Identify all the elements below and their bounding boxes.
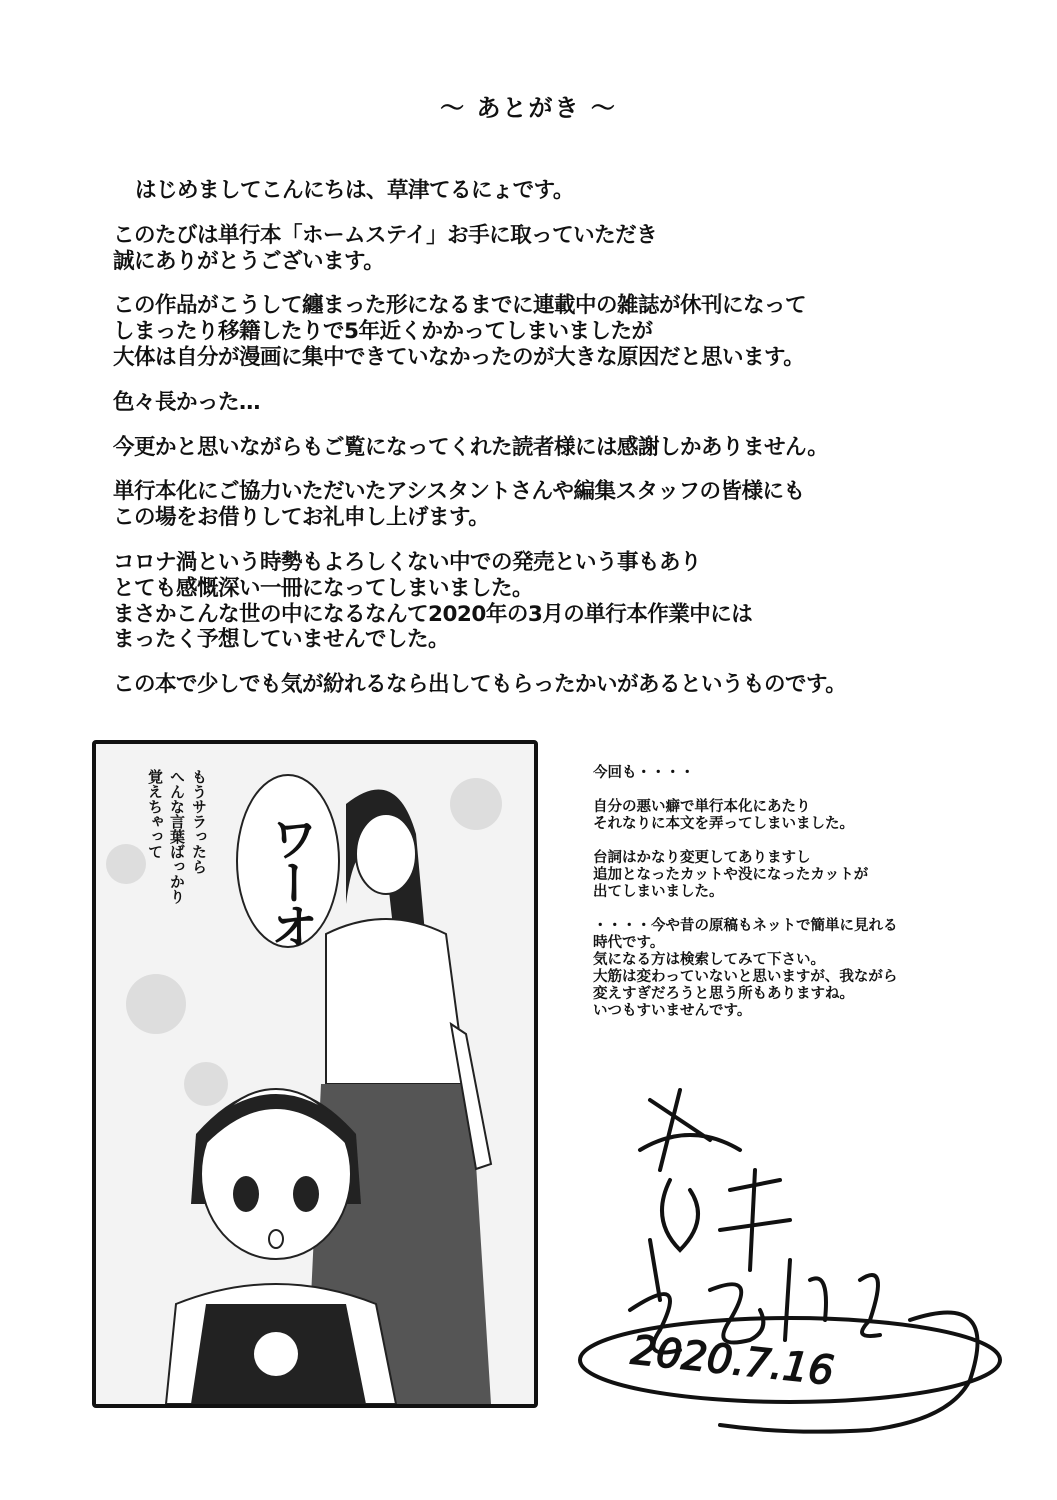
line: 今更かと思いながらもご覧になってくれた読者様には感謝しかありません。 [113, 434, 829, 460]
line: この場をお借りしてお礼申し上げます。 [113, 505, 490, 531]
handwritten-signature [570, 1080, 1010, 1440]
line: コロナ渦という時勢もよろしくない中での発売という事もあり [113, 549, 702, 575]
line: まったく予想していませんでした。 [113, 627, 450, 653]
line: 覚えちゃって [146, 769, 164, 859]
line: それなりに本文を弄ってしまいました。 [593, 816, 854, 832]
line: 出てしまいました。 [593, 884, 724, 900]
line: このたびは単行本「ホームステイ」お手に取っていただき [113, 222, 658, 248]
line: 気になる方は検索してみて下さい。 [593, 952, 825, 968]
line: 大筋は変わっていないと思いますが、我ながら [593, 969, 898, 985]
side-notes [593, 765, 898, 1037]
page-title: 〜 あとがき 〜 [440, 94, 617, 122]
line: 自分の悪い癖で単行本化にあたり [593, 799, 811, 815]
line: 大体は自分が漫画に集中できていなかったのが大きな原因だと思います。 [113, 344, 805, 370]
paragraph [113, 479, 973, 531]
line: 時代です。 [593, 935, 665, 951]
paragraph [113, 672, 973, 698]
paragraph [593, 850, 898, 901]
line: 追加となったカットや没になったカットが [593, 867, 869, 883]
line: はじめましてこんにちは、草津てるにょです。 [135, 178, 574, 203]
paragraph [113, 435, 973, 461]
paragraph [593, 765, 898, 782]
paragraph [113, 178, 973, 204]
line: この本で少しでも気が紛れるなら出してもらったかいがあるというものです。 [113, 672, 847, 698]
line: とても感慨深い一冊になってしまいました。 [113, 575, 534, 601]
line: 今回も・・・・ [593, 765, 695, 781]
line: 色々長かった… [113, 389, 261, 415]
narration-text [144, 769, 210, 904]
signature-date: 2020.7.16 [628, 1327, 837, 1395]
line: いつもすいませんです。 [593, 1003, 752, 1019]
speech-bubble-text: ワーオ [262, 814, 318, 946]
paragraph [113, 293, 973, 370]
paragraph [113, 390, 973, 416]
afterword-body [113, 178, 973, 717]
line: 変えすぎだろうと思う所もありますね。 [593, 986, 854, 1002]
paragraph [113, 550, 973, 653]
line: この作品がこうして纏まった形になるまでに連載中の雑誌が休刊になって [113, 293, 807, 319]
paragraph [593, 918, 898, 1020]
line: 誠にありがとうございます。 [113, 248, 385, 274]
line: へんな言葉ばっかり [168, 769, 186, 904]
line: ・・・・今や昔の原稿もネットで簡単に見れる [593, 918, 898, 934]
line: もうサラったら [190, 769, 208, 874]
paragraph [113, 223, 973, 275]
line: 単行本化にご協力いただいたアシスタントさんや編集スタッフの皆様にも [113, 479, 805, 505]
paragraph [593, 799, 898, 833]
line: まさかこんな世の中になるなんて2020年の3月の単行本作業中には [113, 601, 753, 627]
manga-illustration-panel [92, 740, 538, 1408]
line: 台詞はかなり変更してありますし [593, 850, 811, 866]
line: しまったり移籍したりで5年近くかかってしまいましたが [113, 319, 653, 345]
